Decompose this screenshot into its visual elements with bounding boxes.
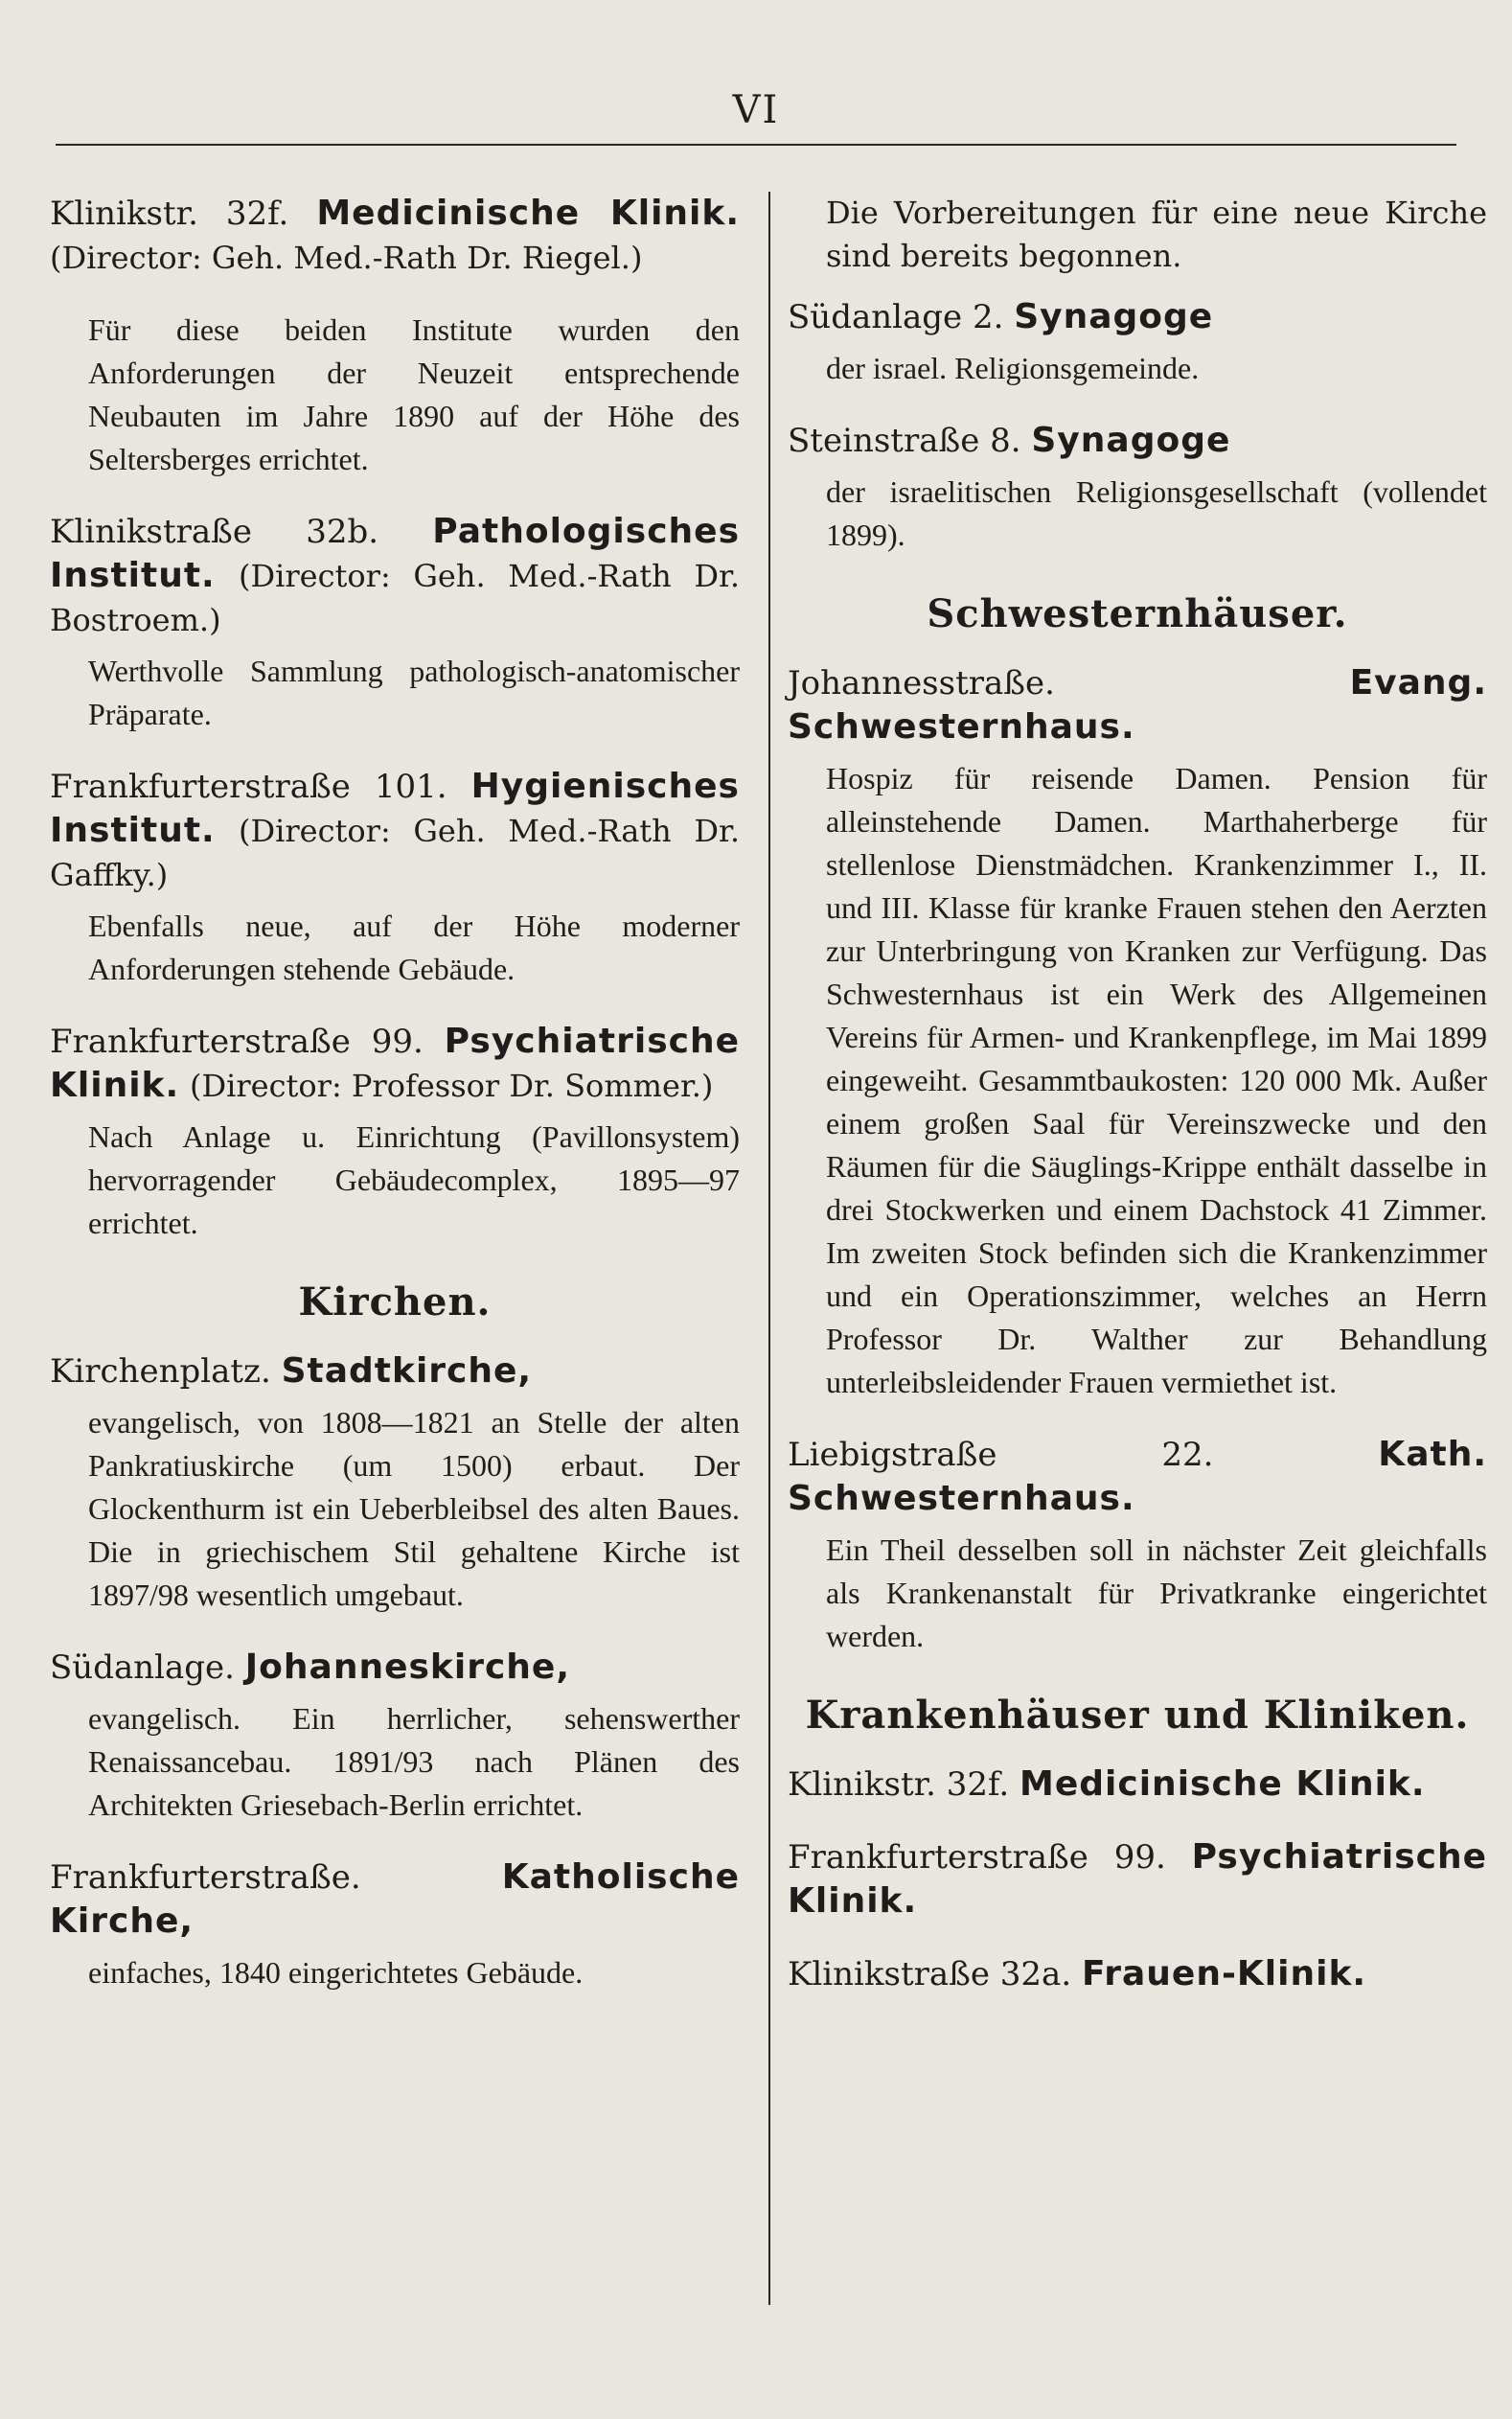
entry-body: Ebenfalls neue, auf der Höhe moderner Anforderungen stehende Gebäude. [88,909,740,986]
entry-location: Johannesstraße. [788,664,1055,703]
entry-location: Frankfurterstraße. [50,1858,361,1897]
section-heading-kirchen: Kirchen. [298,1279,492,1325]
entry-name: Johanneskirche, [244,1647,571,1687]
entry-location: Kirchenplatz. [50,1352,271,1391]
entry-name: Synagoge [1014,297,1214,336]
entry-location: Liebigstraße 22. [788,1436,1214,1474]
entry-name: Pathologisches Institut. [50,512,740,595]
entry-name: Kath. Schwesternhaus. [788,1435,1487,1518]
entry-body: Ein Theil desselben soll in nächster Zeit gleichfalls als Krankenanstalt für Privatkranke eingerichtet werden. [826,1532,1487,1653]
entry-location: Frankfurterstraße 99. [788,1838,1166,1877]
section-heading-krankenhaeuser: Krankenhäuser und Kliniken. [805,1693,1470,1738]
entry-name: Synagoge [1031,421,1231,460]
entry-hospital-frauen [788,1952,1487,1996]
entry-institutes-note [50,309,740,481]
entry-synagoge-suedanlage [788,295,1487,390]
entry-body: Nach Anlage u. Einrichtung (Pavillonsystem) hervorragender Gebäudecomplex, 1895—97 errichtet. [88,1119,740,1240]
left-column [50,192,740,2023]
church-continued-text: Die Vorbereitungen für eine neue Kirche sind bereits begonnen. [826,195,1487,274]
entry-hygienisches-institut [50,765,740,991]
entry-name: Frauen-Klinik. [1081,1954,1367,1993]
entry-location: Klinikstraße 32b. [50,513,379,551]
entry-name: Medicinische Klinik. [316,194,741,233]
entry-director: (Director: Geh. Med.-Rath Dr. Gaffky.) [50,813,740,893]
entry-body: Hospiz für reisende Damen. Pension für alleinstehende Damen. Marthaherberge für stellenlose Dienstmädchen. Krankenzimmer I., II. und III. Klasse für kranke Frauen stehen den Aerzten zur Unterbringung von Kranken zur Verfügung. Das Schwesternhaus ist ein Werk des Allgemeinen Vereins für Armen- und Krankenpflege, im Mai 1899 eingeweiht. Gesammtbaukosten: 120 000 Mk. Außer einem großen Saal für Vereinszwecke und den Räumen für die Säuglings-Krippe enthält dasselbe in drei Stockwerken und einem Dachstock 41 Zimmer. Im zweiten Stock befinden sich die Krankenzimmer und ein Operationszimmer, welches an Herrn Professor Dr. Walther zur Behandlung unterleibsleidender Frauen vermiethet ist. [826,761,1487,1399]
entry-body: evangelisch, von 1808—1821 an Stelle der alten Pankratiuskirche (um 1500) erbaut. Der Glockenthurm ist ein Ueberbleibsel des alten Baues. Die in griechischem Stil gehaltene Kirche ist 1897/98 wesentlich umgebaut. [88,1405,740,1612]
entry-location: Klinikstr. 32f. [788,1765,1010,1804]
entry-name: Medicinische Klinik. [1019,1764,1426,1804]
entry-katholische-kirche [50,1855,740,1994]
entry-location: Südanlage 2. [788,298,1004,336]
entry-body: einfaches, 1840 eingerichtetes Gebäude. [88,1955,584,1990]
section-heading-schwesternhaeuser: Schwesternhäuser. [927,591,1348,636]
header-rule [56,144,1456,146]
entry-name: Hygienisches Institut. [50,767,740,850]
entry-name: Stadtkirche, [281,1351,533,1391]
entry-location: Südanlage. [50,1648,235,1687]
entry-medicinische-klinik [50,192,740,280]
entry-body: der israel. Religionsgemeinde. [826,351,1200,385]
entry-name: Katholische Kirche, [50,1857,740,1941]
entry-hospital-psychiatrische [788,1835,1487,1924]
column-divider [768,192,770,2305]
entry-psychiatrische-klinik [50,1020,740,1245]
entry-name: Psychiatrische Klinik. [50,1022,741,1105]
entry-location: Frankfurterstraße 101. [50,768,447,806]
entry-evang-schwesternhaus [788,661,1487,1404]
entry-johanneskirche [50,1646,740,1827]
entry-director: (Director: Geh. Med.-Rath Dr. Bostroem.) [50,558,740,638]
entry-director: (Director: Geh. Med.-Rath Dr. Riegel.) [50,240,643,276]
right-column [788,192,1487,2025]
entry-synagoge-steinstrasse [788,419,1487,557]
entry-kath-schwesternhaus [788,1433,1487,1658]
entry-body: Werthvolle Sammlung pathologisch-anatomischer Präparate. [88,654,740,731]
entry-hospital-medicinische [788,1762,1487,1807]
entry-director: (Director: Professor Dr. Sommer.) [189,1068,714,1104]
entry-location: Klinikstr. 32f. [50,195,289,233]
entry-location: Klinikstraße 32a. [788,1955,1072,1993]
entry-name: Psychiatrische Klinik. [788,1837,1488,1921]
entry-body: der israelitischen Religionsgesellschaft (vollendet 1899). [826,474,1487,552]
page-number: VI [732,88,780,132]
entry-location: Steinstraße 8. [788,422,1021,460]
entry-pathologisches-institut [50,510,740,736]
entry-location: Frankfurterstraße 99. [50,1023,424,1061]
entry-body: Für diese beiden Institute wurden den Anforderungen der Neuzeit entsprechende Neubauten im Jahre 1890 auf der Höhe des Seltersberges errichtet. [88,312,740,476]
entry-body: evangelisch. Ein herrlicher, sehenswerther Renaissancebau. 1891/93 nach Plänen des Architekten Griesebach-Berlin errichtet. [88,1701,740,1822]
entry-name: Evang. Schwesternhaus. [788,663,1487,747]
entry-stadtkirche [50,1349,740,1617]
